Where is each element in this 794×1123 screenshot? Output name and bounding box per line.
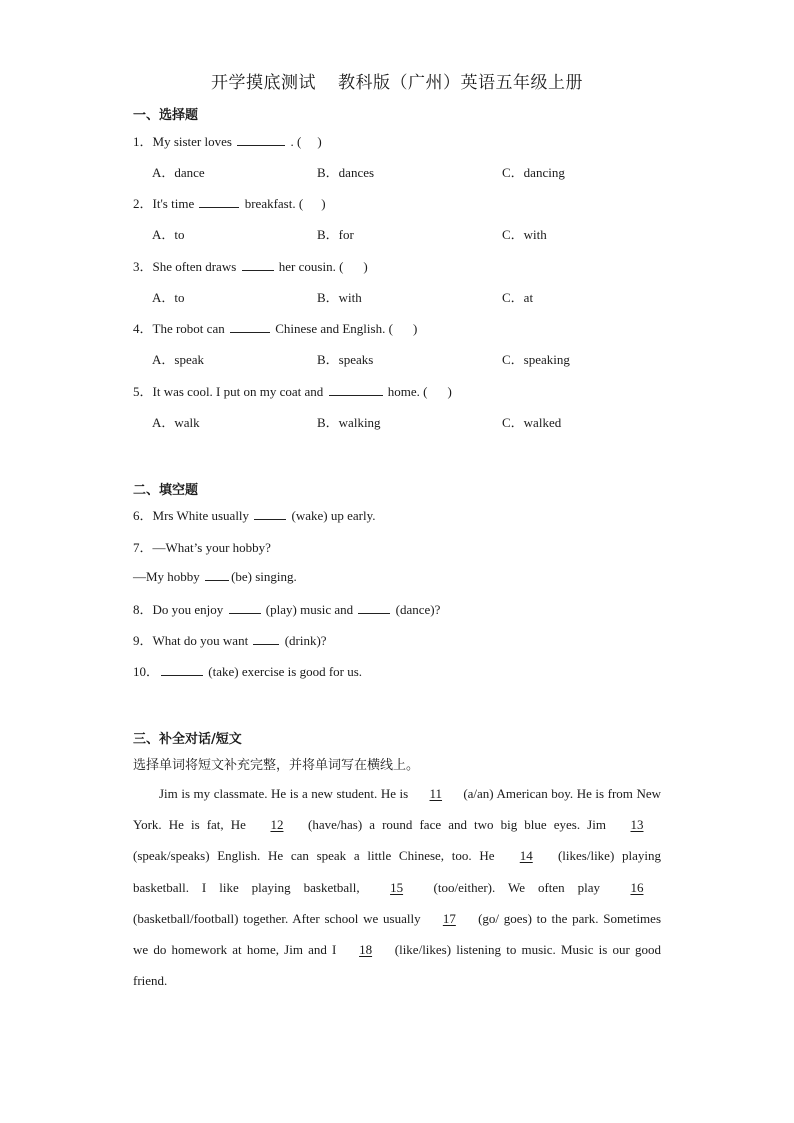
question-text: Do you enjoy bbox=[152, 602, 224, 617]
question-number: 6． bbox=[133, 508, 153, 523]
passage-text: (a/an) American boy. He is from New York. He is fat, He bbox=[133, 786, 661, 833]
question-text: It was cool. I put on my coat and bbox=[152, 384, 327, 399]
answer-blank[interactable] bbox=[254, 507, 286, 520]
question-number: 9． bbox=[133, 633, 153, 648]
answer-blank[interactable] bbox=[229, 601, 261, 614]
question-text: (play) music and bbox=[265, 602, 354, 617]
question-text: (wake) up early. bbox=[291, 508, 376, 523]
option-a[interactable]: A．to bbox=[152, 290, 185, 305]
answer-blank[interactable] bbox=[230, 320, 270, 333]
option-b[interactable]: B．with bbox=[317, 290, 362, 305]
question-7-answer-line bbox=[133, 568, 297, 585]
question-number: 3． bbox=[133, 259, 153, 274]
question-text: What do you want bbox=[152, 633, 249, 648]
passage-text: Jim is my classmate. He is a new student. He is bbox=[159, 786, 412, 801]
option-a[interactable]: A．speak bbox=[152, 352, 204, 367]
passage-blank-18[interactable]: 18 bbox=[359, 942, 373, 958]
passage-blank-11[interactable]: 11 bbox=[429, 786, 443, 801]
question-7 bbox=[133, 537, 271, 556]
answer-blank[interactable] bbox=[237, 133, 285, 146]
question-2 bbox=[133, 193, 326, 212]
passage-blank-16[interactable]: 16 bbox=[630, 879, 644, 895]
answer-blank[interactable] bbox=[199, 195, 239, 208]
passage-blank-17[interactable]: 17 bbox=[442, 910, 456, 926]
question-number: 7． bbox=[133, 540, 153, 555]
option-b[interactable]: B．speaks bbox=[317, 352, 374, 367]
question-number: 5． bbox=[133, 384, 153, 399]
passage-text: (likes/like) playing basketball. I like playing basketball, bbox=[133, 848, 661, 895]
option-c[interactable]: C．with bbox=[502, 227, 547, 242]
question-text: (dance)? bbox=[395, 602, 441, 617]
passage-text: (too/either). We often play bbox=[420, 879, 613, 895]
question-text: home. ( bbox=[384, 384, 428, 399]
question-text: ) bbox=[321, 196, 326, 211]
option-b[interactable]: B．dances bbox=[317, 165, 375, 180]
passage-blank-15[interactable]: 15 bbox=[390, 879, 404, 895]
passage-text: (go/ goes) to the park. Sometimes we do homework at home, Jim and I bbox=[133, 910, 661, 958]
passage-text: (like/likes) listening to music. Music is our good friend. bbox=[133, 942, 661, 989]
passage-blank-14[interactable]: 14 bbox=[519, 848, 533, 864]
question-4 bbox=[133, 318, 417, 337]
option-c[interactable]: C．dancing bbox=[502, 165, 565, 180]
option-b[interactable]: B．walking bbox=[317, 415, 381, 430]
passage-blank-12[interactable]: 12 bbox=[270, 817, 284, 833]
question-text: (be) singing. bbox=[231, 569, 297, 584]
option-b[interactable]: B．for bbox=[317, 227, 354, 242]
option-c[interactable]: C．at bbox=[502, 290, 534, 305]
question-text: (take) exercise is good for us. bbox=[208, 664, 363, 679]
question-text: her cousin. ( bbox=[275, 259, 344, 274]
question-5 bbox=[133, 381, 452, 400]
question-text: ) bbox=[363, 259, 368, 274]
question-number: 10． bbox=[133, 664, 160, 679]
question-text: The robot can bbox=[152, 321, 228, 336]
question-text: My sister loves bbox=[152, 134, 236, 149]
passage-text: (speak/speaks) English. He can speak a little Chinese, too. He bbox=[133, 848, 503, 864]
page-title bbox=[0, 68, 794, 93]
answer-blank[interactable] bbox=[253, 632, 279, 645]
question-text: —What’s your hobby? bbox=[152, 540, 271, 555]
question-number: 4． bbox=[133, 321, 153, 336]
question-number: 8． bbox=[133, 602, 153, 617]
option-a[interactable]: A．walk bbox=[152, 415, 200, 430]
section-instructions: 选择单词将短文补充完整，并将单词写在横线上。 bbox=[133, 758, 420, 773]
question-8 bbox=[133, 599, 440, 618]
question-text: —My hobby bbox=[133, 569, 200, 584]
question-text: ) bbox=[412, 321, 418, 336]
question-text: It's time bbox=[152, 196, 198, 211]
option-a[interactable]: A．dance bbox=[152, 165, 205, 180]
option-a[interactable]: A．to bbox=[152, 227, 185, 242]
question-text: breakfast. ( bbox=[241, 196, 304, 211]
passage-blank-13[interactable]: 13 bbox=[630, 817, 644, 833]
passage-text: (basketball/football) together. After school we usually bbox=[133, 910, 426, 926]
question-6 bbox=[133, 505, 376, 524]
question-9 bbox=[133, 630, 327, 649]
answer-blank[interactable] bbox=[242, 258, 274, 271]
option-c[interactable]: C．speaking bbox=[502, 352, 570, 367]
question-text: Mrs White usually bbox=[152, 508, 250, 523]
question-text: Chinese and English. ( bbox=[271, 321, 393, 336]
question-10 bbox=[133, 661, 362, 680]
question-number: 2． bbox=[133, 196, 153, 211]
question-text: ) bbox=[317, 134, 322, 149]
question-3 bbox=[133, 256, 368, 275]
section-heading-passage: 三、补全对话/短文 bbox=[133, 732, 242, 747]
question-text: (drink)? bbox=[284, 633, 327, 648]
answer-blank[interactable] bbox=[358, 601, 390, 614]
passage-text: (have/has) a round face and two big blue eyes. Jim bbox=[300, 817, 613, 833]
cloze-passage bbox=[133, 778, 661, 996]
question-1 bbox=[133, 131, 322, 150]
answer-blank[interactable] bbox=[161, 663, 203, 676]
answer-blank[interactable] bbox=[205, 568, 229, 581]
section-heading-fill: 二、填空题 bbox=[133, 483, 199, 498]
question-text: . ( bbox=[287, 134, 302, 149]
answer-blank[interactable] bbox=[329, 383, 383, 396]
title-part-1: 开学摸底测试 bbox=[211, 73, 316, 92]
question-text: She often draws bbox=[152, 259, 240, 274]
option-c[interactable]: C．walked bbox=[502, 415, 562, 430]
question-number: 1． bbox=[133, 134, 153, 149]
section-heading-choice: 一、选择题 bbox=[133, 108, 199, 123]
question-text: ) bbox=[447, 384, 452, 399]
title-part-2: 教科版（广州）英语五年级上册 bbox=[338, 73, 583, 92]
